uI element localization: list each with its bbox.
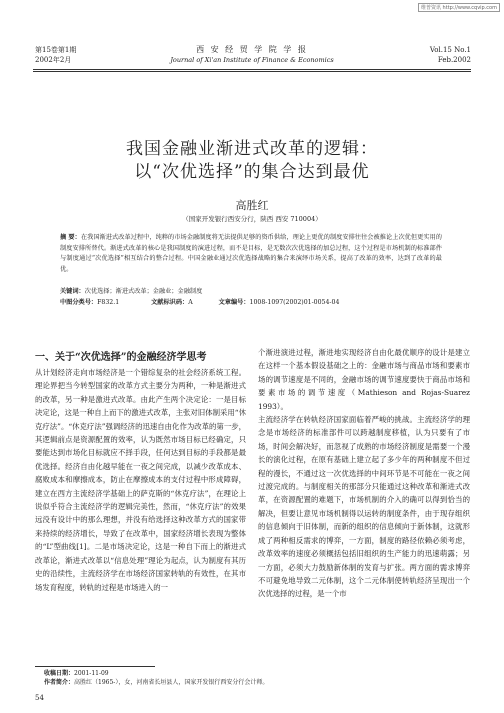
header-vol-en: Vol.15 No.1 [429, 46, 471, 54]
header-rule-2 [33, 71, 471, 72]
watermark: 维普资讯 http://www.cqvip.com [418, 3, 500, 12]
header-journal [0, 45, 504, 65]
section-heading: 一、关于“次优选择”的金融经济学思考 [35, 352, 207, 363]
class-no: F832.1 [97, 299, 120, 306]
footnote-author [44, 678, 464, 687]
paper-title-line1: 我国金融业渐进式改革的逻辑： [126, 139, 378, 159]
header-journal-cn: 西 安 经 贸 学 院 学 报 [196, 45, 308, 54]
paper-title-line2: 以“次优选择”的集合达到最优 [134, 162, 370, 182]
keywords-value: 次优选择；渐进式改革；金融业；金融制度 [84, 288, 203, 295]
article-label: 文章编号： [218, 299, 250, 306]
received-label: 收稿日期： [44, 670, 75, 677]
header-date-cn: 2002年2月 [35, 56, 72, 64]
header-journal-en: Journal of Xi'an Institute of Finance & Economics [170, 56, 334, 64]
header-date-en: Feb.2002 [437, 56, 471, 64]
header-rule [33, 69, 471, 70]
author-name: 高胜红 [235, 199, 269, 212]
abstract-body: 在我国渐进式改革过程中，纯粹的市场金融制度将无法提供足够的资币供给，理论上更优的制度安排往往会被推论上次优但更实用的制度安排所替代。渐进式改革的核心是我国制度的演进过程，而不是目标，是无数次次优选择的加总过程，这个过程是市场机制的标准部件与制度通过“次优选择”相互结合的整合过程。中国金融业通过次优选择战略的集合来演绎市场关系，提高了改革的效率，达到了改革的最优。 [60, 234, 442, 273]
footnote-received [44, 669, 464, 678]
author-affiliation: （国家开发银行西安分行，陕西 西安 710004） [182, 215, 322, 223]
right-column-text: 个渐进演进过程，渐进地实现经济自由化最优顺序的设计是建立在这样一个基本假设基础之上的：金融市场与商品市场和要素市场的调节速度是不同的，金融市场的调节速度要快于商品市场和要素市场的调节速度（Mathieson and Rojas-Suarez 1993）。 主流经济学在转轨经济国家面临着严峻的挑战。主流经济学的理念是市场经济的标准部件可以跨越制度移植，认为只要有了市场，时间会解决好，而忽视了成熟的市场经济制度是需要一个漫长的演化过程，在原有基础上建立起了多少年的两种制度不但过程的漫长，不通过这一次优选择的中间环节是不可能在一夜之间过渡完成的。与制度相关的那部分只能通过这种改革和渐进式改革，在资源配置的难题下，市场机制的介入的确可以得到恰当的解决，但要让意见市场机制得以运转的制度条件，由于现存组织的信息倾向于旧体制，而新的组织的信息倾向于新体制，这就形成了两种相反需求的博弈，一方面，制度的路径依赖必须考虑，改革效率的速度必须概括包括旧组织的生产能力的迅速萌露；另一方面，必须大力鼓励新体制的发育与扩张。两方面的需求博弈不可避免地导致二元体制，这个二元体制使转轨经济呈现出一个次优选择的过程，是一个市 [258, 348, 470, 599]
footnote [44, 669, 464, 687]
doccode: A [188, 299, 193, 306]
header-vol-cn: 第15卷第1期 [35, 46, 77, 54]
received-date: 2001-11-09 [74, 670, 109, 677]
abstract [60, 233, 442, 275]
author-bio: 高胜红（1965-），女，河南省长垣县人，国家开发银行西安分行会计师。 [74, 679, 269, 686]
abstract-label: 摘 要： [60, 234, 81, 241]
footnote-rule [35, 666, 155, 667]
doccode-label: 文献标识码： [151, 299, 189, 306]
article-no: 1008-1097(2002)01-0054-04 [249, 299, 340, 306]
keywords [60, 287, 442, 298]
left-column-text: 从计划经济走向市场经济是一个错综复杂的社会经济系统工程。理论界把当今转型国家的改革方式主要分为两种，一种是渐进式的改革，另一种是激进式改革。由此产生两个决定论：一是目标决定论，这是一种自上而下的激进式改革，主张对旧体制采用“休克疗法”。“休克疗法”强调经济的迅速自由化作为改革的第一步，其逻辑前点是资源配置的效率，认为既然市场目标已经确定，只要能达到市场化目标就应不择手段，任何达到目标的手段都是最优选择。经济自由化越早能在一夜之间完成，以减少改革成本、腐败成本和摩擦成本，防止在摩擦成本的支付过程中形成障碍，建立在西方主流经济学基础上的萨克斯的“休克疗法”，在理论上说似乎符合主流经济学的逻辑完美性，然而，“休克疗法”的效果远没有设计中的那么理想，并没有给选择这种改革方式的国家带来持续的经济增长，导致了在改革中，国家经济增长表现为整体的“L”型曲线[1]。二是市场决定论，这是一种自下而上的渐进式改革论，渐进式改革以“信息处理”理论为起点，认为制度有其历史的沿续性，主流经济学在市场经济国家转轨的有效性，在其市场发育程度，转轨的过程是市场进入的一 [35, 368, 246, 592]
classification-line [60, 298, 442, 309]
header-volume-en [430, 45, 471, 65]
class-label: 中图分类号： [60, 299, 98, 306]
keywords-label: 关键词： [60, 288, 85, 295]
author-bio-label: 作者简介： [44, 679, 75, 686]
page-number: 54 [35, 694, 44, 702]
